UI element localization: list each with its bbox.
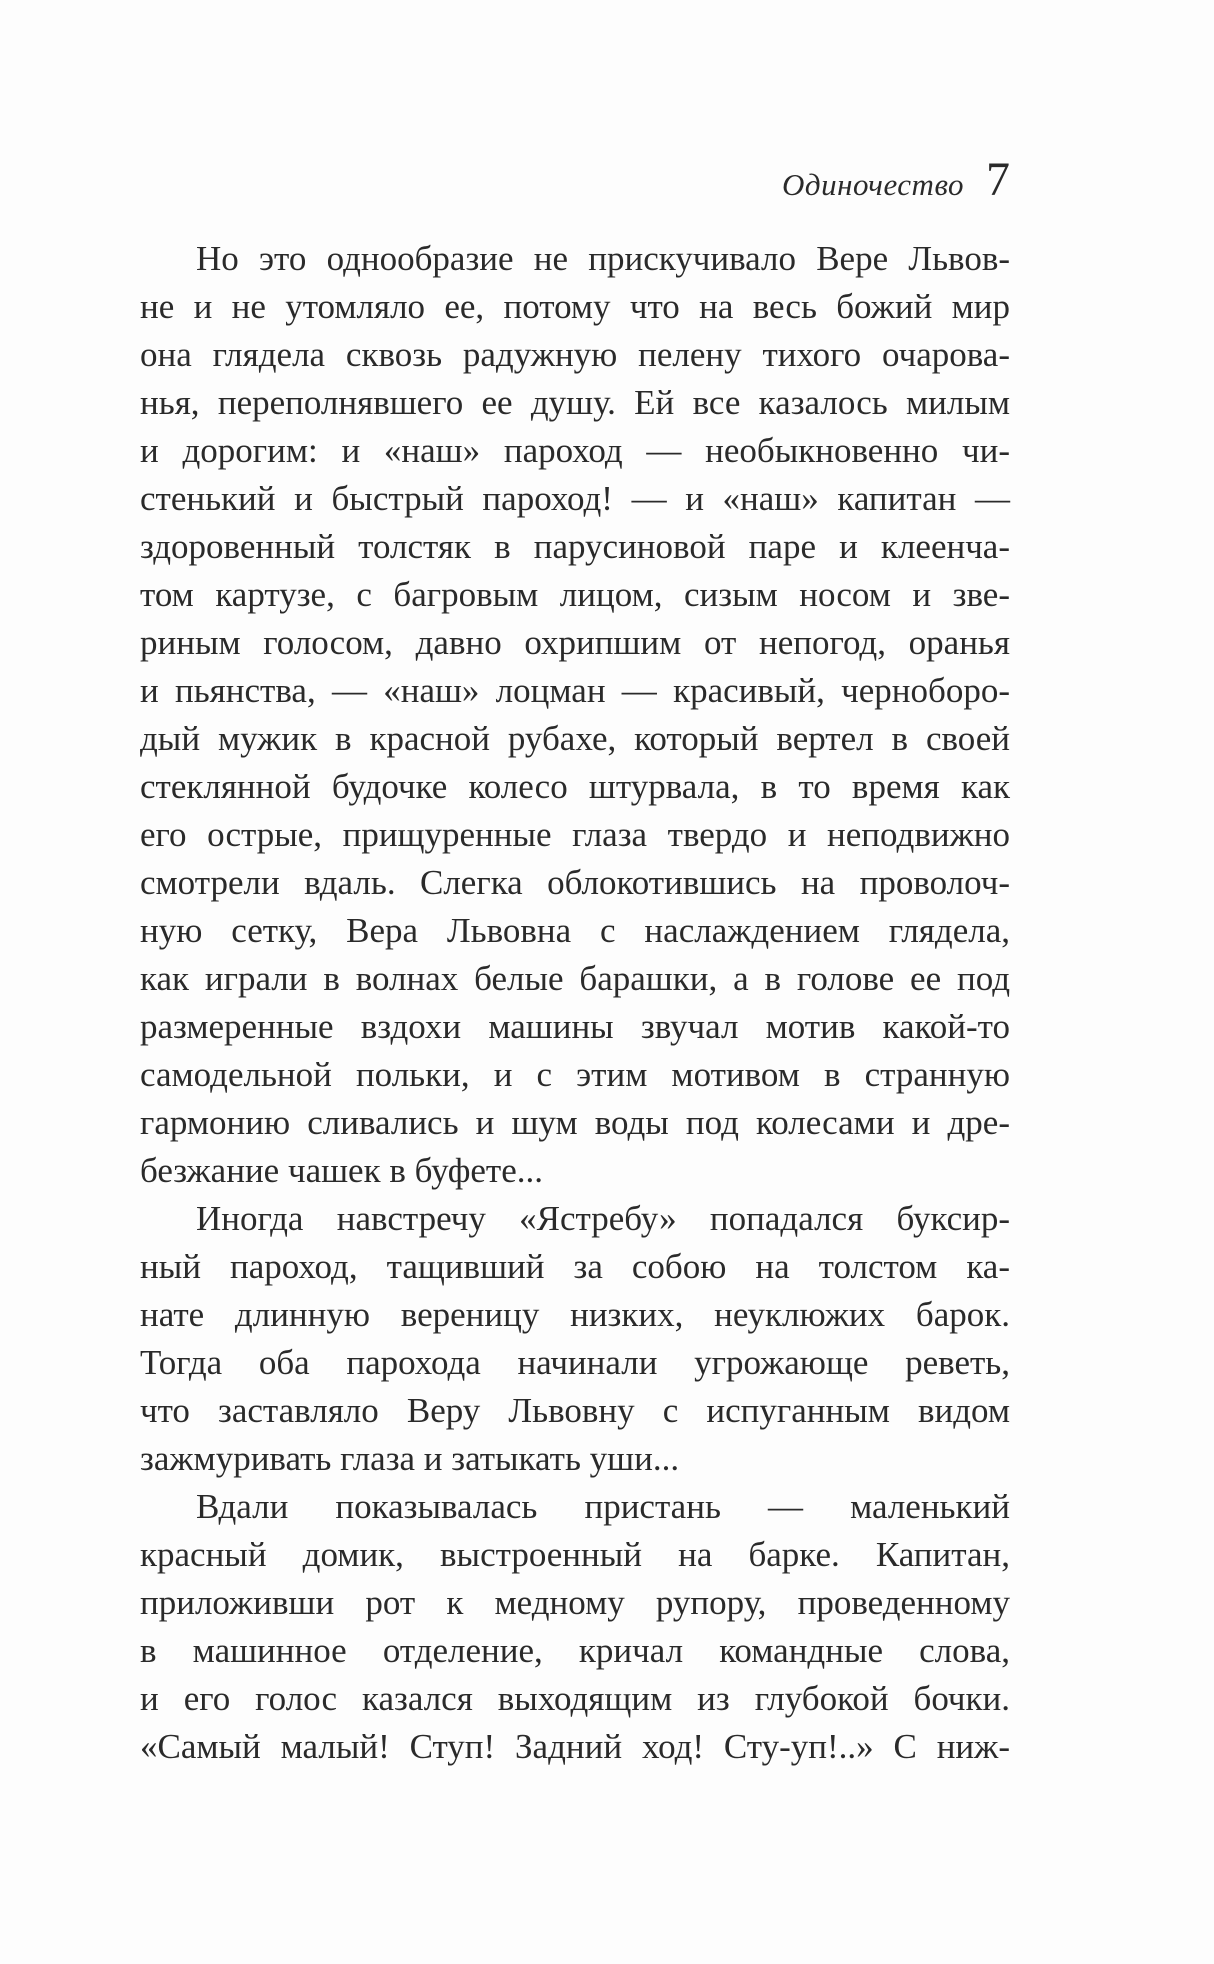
text-line: Тогда оба парохода начинали угрожающе реветь, xyxy=(140,1343,1010,1382)
text-line: дый мужик в красной рубахе, который вертел в своей xyxy=(140,719,1010,758)
text-line: том картузе, с багровым лицом, сизым носом и зве- xyxy=(140,575,1010,614)
text-line: красный домик, выстроенный на барке. Капитан, xyxy=(140,1535,1010,1574)
text-line: самодельной польки, и с этим мотивом в странную xyxy=(140,1055,1010,1094)
text-line: Иногда навстречу «Ястребу» попадался буксир- xyxy=(196,1199,1010,1238)
paragraph xyxy=(140,1195,1010,1483)
text-line: риным голосом, давно охрипшим от непогод, оранья xyxy=(140,623,1010,662)
text-line: как играли в волнах белые барашки, а в голове ее под xyxy=(140,959,1010,998)
text-line: что заставляло Веру Львовну с испуганным видом xyxy=(140,1391,1010,1430)
page-number: 7 xyxy=(986,153,1010,206)
text-line: и дорогим: и «наш» пароход — необыкновенно чи- xyxy=(140,431,1010,470)
text-line: безжание чашек в буфете... xyxy=(140,1151,544,1190)
text-line: «Самый малый! Ступ! Задний ход! Сту-уп!..» С ниж- xyxy=(140,1727,1010,1766)
text-line: ную сетку, Вера Львовна с наслаждением глядела, xyxy=(140,911,1010,950)
text-line: Но это однообразие не прискучивало Вере Львов- xyxy=(196,239,1010,278)
text-line: и его голос казался выходящим из глубокой бочки. xyxy=(140,1679,1010,1718)
text-line: Вдали показывалась пристань — маленький xyxy=(196,1487,1010,1526)
running-title: Одиночество xyxy=(782,167,964,202)
text-line: не и не утомляло ее, потому что на весь божий мир xyxy=(140,287,1010,326)
paragraph xyxy=(140,1483,1010,1771)
text-line: здоровенный толстяк в парусиновой паре и клеенча- xyxy=(140,527,1010,566)
text-line: она глядела сквозь радужную пелену тихого очарова- xyxy=(140,335,1010,374)
text-line: нате длинную вереницу низких, неуклюжих барок. xyxy=(140,1295,1010,1334)
text-line: и пьянства, — «наш» лоцман — красивый, черноборо- xyxy=(140,671,1010,710)
text-line: зажмуривать глаза и затыкать уши... xyxy=(140,1439,680,1478)
text-line: гармонию сливались и шум воды под колесами и дре- xyxy=(140,1103,1010,1142)
text-line: размеренные вздохи машины звучал мотив какой-то xyxy=(140,1007,1010,1046)
text-line: в машинное отделение, кричал командные слова, xyxy=(140,1631,1010,1670)
text-line: нья, переполнявшего ее душу. Ей все казалось милым xyxy=(140,383,1010,422)
text-line: стеклянной будочке колесо штурвала, в то время как xyxy=(140,767,1010,806)
running-head xyxy=(140,152,1010,207)
text-line: его острые, прищуренные глаза твердо и неподвижно xyxy=(140,815,1010,854)
body-text xyxy=(140,235,1010,1771)
text-line: смотрели вдаль. Слегка облокотившись на проволоч- xyxy=(140,863,1010,902)
text-line: стенький и быстрый пароход! — и «наш» капитан — xyxy=(140,479,1010,518)
text-line: приложивши рот к медному рупору, проведенному xyxy=(140,1583,1010,1622)
paragraph xyxy=(140,235,1010,1195)
text-line: ный пароход, тащивший за собою на толстом ка- xyxy=(140,1247,1010,1286)
